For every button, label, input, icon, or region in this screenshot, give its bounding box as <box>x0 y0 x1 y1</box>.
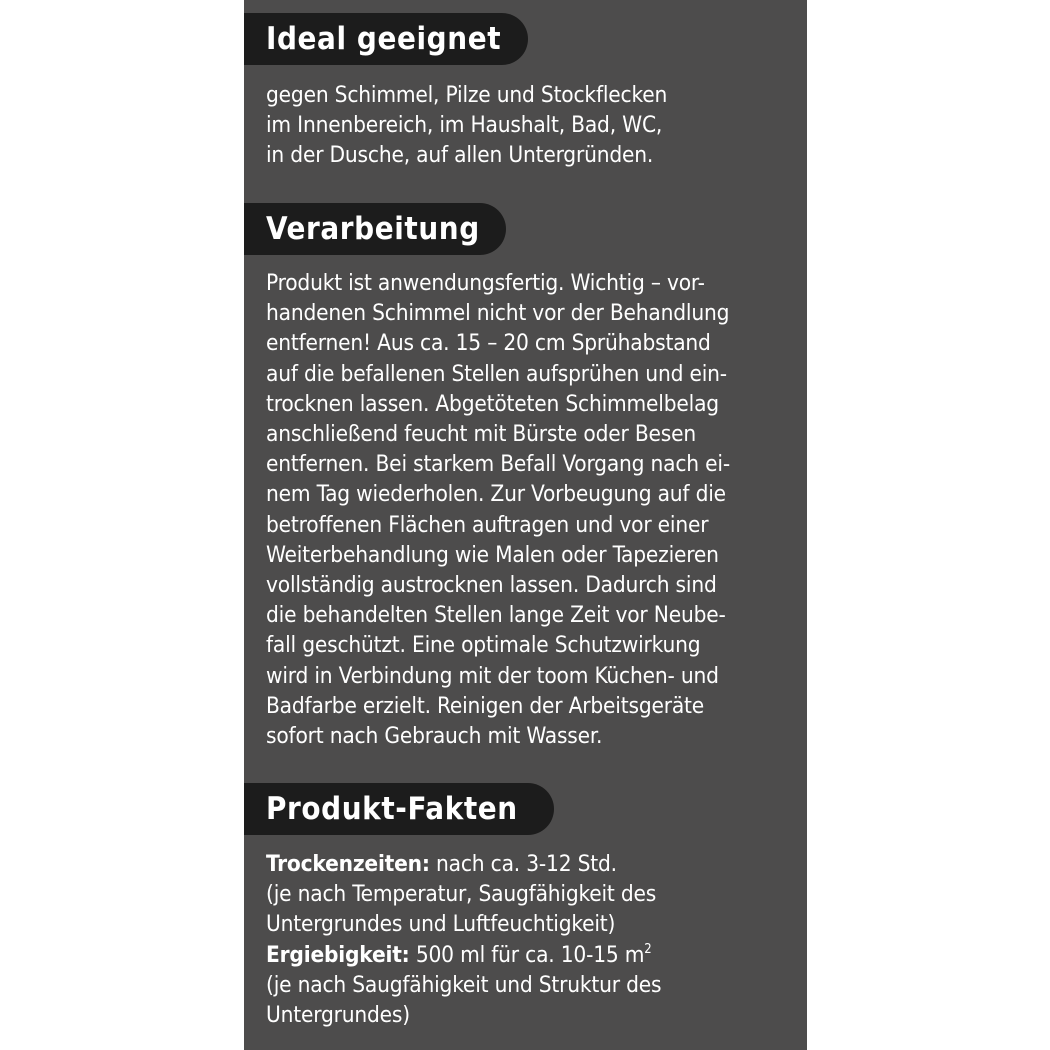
fact-label: Trockenzeiten: <box>266 851 430 877</box>
superscript-exponent: 2 <box>644 941 652 957</box>
text-line: sofort nach Gebrauch mit Wasser. <box>266 723 603 750</box>
text-line: betroffenen Flächen auftragen und vor einer <box>266 511 709 538</box>
text-line: entfernen. Bei starkem Befall Vorgang nach ei- <box>266 451 730 478</box>
text-line: vollständig austrocknen lassen. Dadurch sind <box>266 572 717 599</box>
text-line: nem Tag wiederholen. Zur Vorbeugung auf die <box>266 481 726 508</box>
section-heading-verarbeitung: Verarbeitung <box>244 203 506 255</box>
fact-note: (je nach Saugfähigkeit und Struktur des <box>266 971 662 998</box>
fact-value: 500 ml für ca. 10-15 m <box>409 941 645 968</box>
section-heading-ideal: Ideal geeignet <box>244 13 528 65</box>
product-info-panel <box>244 0 807 1050</box>
fact-label: Ergiebigkeit: <box>266 941 410 968</box>
section-heading-produkt-fakten: Produkt-Fakten <box>244 783 554 835</box>
text-line: Badfarbe erzielt. Reinigen der Arbeitsgeräte <box>266 692 705 719</box>
fact-yield <box>266 940 793 970</box>
text-line: entfernen! Aus ca. 15 – 20 cm Sprühabstand <box>266 330 711 357</box>
text-line: Produkt ist anwendungsfertig. Wichtig – vor- <box>266 270 705 296</box>
section-text-verarbeitung <box>266 268 793 751</box>
fact-drying-times <box>266 849 793 879</box>
section-text-produkt-fakten <box>266 849 793 1030</box>
text-line: die behandelten Stellen lange Zeit vor Neube- <box>266 602 726 629</box>
fact-value: nach ca. 3-12 Std. <box>429 851 617 877</box>
text-line: trocknen lassen. Abgetöteten Schimmelbelag <box>266 390 719 417</box>
text-line: fall geschützt. Eine optimale Schutzwirkung <box>266 632 701 659</box>
text-line: anschließend feucht mit Bürste oder Besen <box>266 421 697 448</box>
text-line: wird in Verbindung mit der toom Küchen- und <box>266 662 719 689</box>
section-text-ideal <box>266 80 793 171</box>
fact-note: (je nach Temperatur, Saugfähigkeit des <box>266 881 657 908</box>
fact-note: Untergrundes) <box>266 1002 410 1029</box>
text-line: handenen Schimmel nicht vor der Behandlung <box>266 300 730 327</box>
text-line: gegen Schimmel, Pilze und Stockflecken <box>266 82 668 108</box>
text-line: auf die befallenen Stellen aufsprühen und ein- <box>266 360 727 387</box>
text-line: in der Dusche, auf allen Untergründen. <box>266 142 654 169</box>
fact-note: Untergrundes und Luftfeuchtigkeit) <box>266 911 616 938</box>
text-line: Weiterbehandlung wie Malen oder Tapezieren <box>266 541 719 568</box>
text-line: im Innenbereich, im Haushalt, Bad, WC, <box>266 112 663 139</box>
